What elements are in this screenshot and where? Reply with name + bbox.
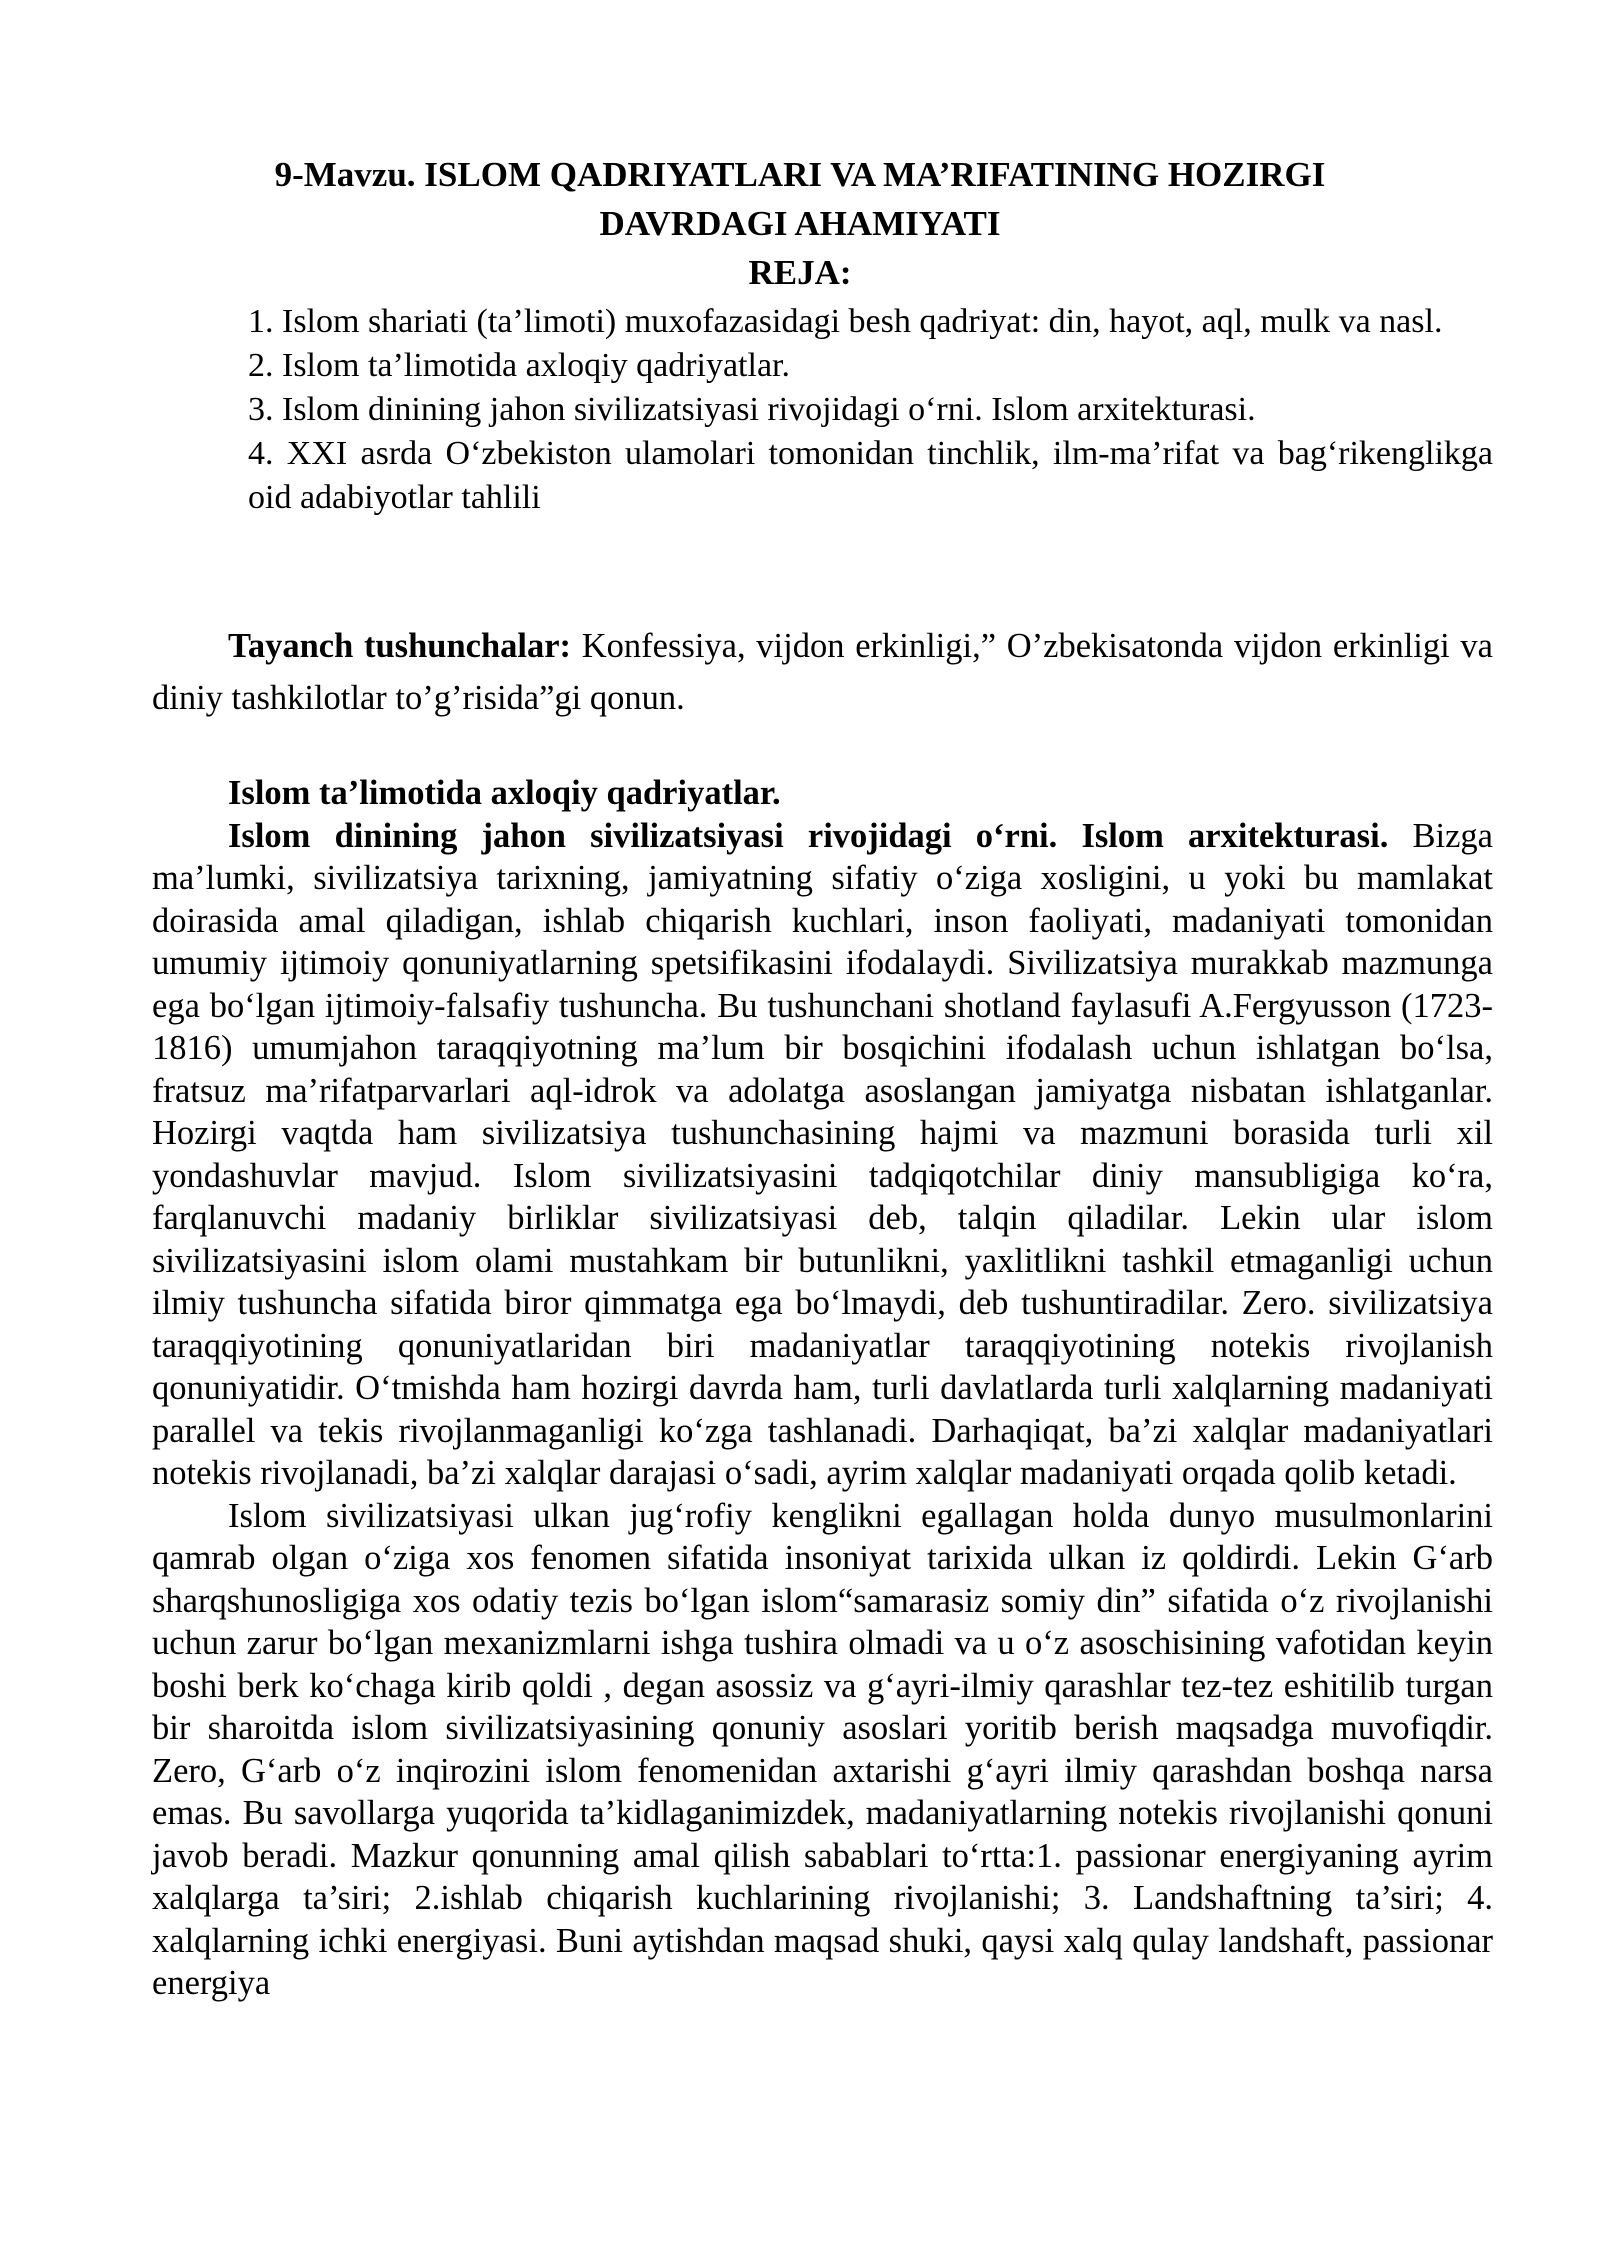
- key-concepts-label: Tayanch tushunchalar:: [228, 627, 572, 665]
- paragraph-1: Bizga ma’lumki, sivilizatsiya tarixning, jamiyatning sifatiy o‘ziga xosligini, u yoki bu mamlakat doirasida amal qiladigan, ishlab chiqarish kuchlari, inson faoliyati, madaniyati tomonidan umumiy ijtimoiy qonuniyatlarning spetsifikasini ifodalaydi. Sivilizatsiya murakkab mazmunga ega bo‘lgan ijtimoiy-falsafiy tushuncha. Bu tushunchani shotland faylasufi A.Fergyusson (1723-1816) umumjahon taraqqiyotning ma’lum bir bosqichini ifodalash uchun ishlatgan bo‘lsa, fratsuz ma’rifatparvarlari aql-idrok va adolatga asoslangan jamiyatga nisbatan ishlatganlar. Hozirgi vaqtda ham sivilizatsiya tushunchasining hajmi va mazmuni borasida turli xil yondashuvlar mavjud. Islom sivilizatsiyasini tadqiqotchilar diniy mansubligiga ko‘ra, farqlanuvchi madaniy birliklar sivilizatsiyasi deb, talqin qiladilar. Lekin ular islom sivilizatsiyasini islom olami mustahkam bir butunlikni, yaxlitlikni tashkil etmaganligi uchun ilmiy tushuncha sifatida biror qimmatga ega bo‘lmaydi, deb tushuntiradilar. Zero. sivilizatsiya taraqqiyotining qonuniyatlaridan biri madaniyatlar taraqqiyotining notekis rivojlanish qonuniyatidir. O‘tmishda ham hozirgi davrda ham, turli davlatlarda turli xalqlarning madaniyati parallel va tekis rivojlanmaganligi ko‘zga tashlanadi. Darhaqiqat, ba’zi xalqlar madaniyatlari notekis rivojlanadi, ba’zi xalqlar darajasi o‘sadi, ayrim xalqlar madaniyati orqada qolib ketadi.: [152, 816, 1493, 1492]
- title-line-2: DAVRDAGI AHAMIYATI: [599, 204, 1001, 243]
- title-line-1: 9-Mavzu. ISLOM QADRIYATLARI VA MA’RIFATINING HOZIRGI: [274, 155, 1326, 194]
- section-subheading: Islom dinining jahon sivilizatsiyasi rivojidagi o‘rni. Islom arxitekturasi.: [228, 816, 1389, 855]
- plan-list: [248, 300, 1493, 520]
- plan-item-3: 3. Islom dinining jahon sivilizatsiyasi rivojidagi o‘rni. Islom arxitekturasi.: [248, 391, 1256, 428]
- key-concepts: [152, 620, 1493, 724]
- paragraph-2: Islom sivilizatsiyasi ulkan jug‘rofiy kenglikni egallagan holda dunyo musulmonlarini qamrab olgan o‘ziga xos fenomen sifatida insoniyat tarixida ulkan iz qoldirdi. Lekin G‘arb sharqshunosligiga xos odatiy tezis bo‘lgan islom“samarasiz somiy din” sifatida o‘z rivojlanishi uchun zarur bo‘lgan mexanizmlarni ishga tushira olmadi va u o‘z asoschisining vafotidan keyin boshi berk ko‘chaga kirib qoldi , degan asossiz va g‘ayri-ilmiy qarashlar tez-tez eshitilib turgan bir sharoitda islom sivilizatsiyasining qonuniy asoslari yoritib berish maqsadga muvofiqdir. Zero, G‘arb o‘z inqirozini islom fenomenidan axtarishi g‘ayri ilmiy qarashdan boshqa narsa emas. Bu savollarga yuqorida ta’kidlaganimizdek, madaniyatlarning notekis rivojlanishi qonuni javob beradi. Mazkur qonunning amal qilish sabablari to‘rtta:1. passionar energiyaning ayrim xalqlarga ta’siri; 2.ishlab chiqarish kuchlarining rivojlanishi; 3. Landshaftning ta’siri; 4. xalqlarning ichki energiyasi. Buni aytishdan maqsad shuki, qaysi xalq qulay landshaft, passionar energiya: [152, 1496, 1493, 2002]
- topic-title: [150, 150, 1450, 297]
- main-section: [152, 772, 1493, 2005]
- section-heading: Islom ta’limotida axloqiy qadriyatlar.: [228, 774, 781, 812]
- key-concepts-text: Konfessiya, vijdon erkinligi,” O’zbekisatonda vijdon erkinligi va diniy tashkilotlar to’g’risida”gi qonun.: [152, 627, 1493, 717]
- plan-item-4: 4. XXI asrda O‘zbekiston ulamolari tomonidan tinchlik, ilm-ma’rifat va bag‘rikenglikga oid adabiyotlar tahlili: [248, 435, 1493, 516]
- plan-item-2: 2. Islom ta’limotida axloqiy qadriyatlar.: [248, 347, 790, 384]
- plan-item-1: 1. Islom shariati (ta’limoti) muxofazasidagi besh qadriyat: din, hayot, aql, mulk va nasl.: [248, 303, 1443, 340]
- plan-heading: REJA:: [748, 253, 852, 292]
